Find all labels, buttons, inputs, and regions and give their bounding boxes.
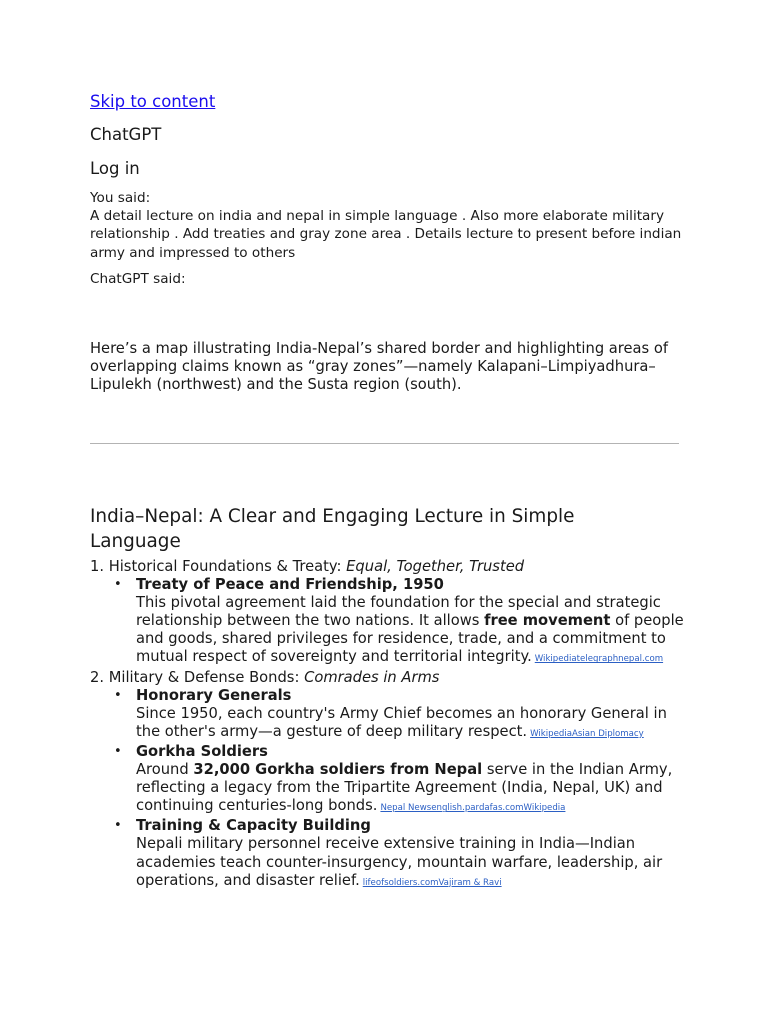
section-items bbox=[90, 576, 690, 668]
item-text-before: This pivotal agreement laid the foundation for the special and strategic relationship between the two nations. It allows bbox=[136, 594, 661, 630]
list-item bbox=[114, 686, 690, 743]
item-title: Gorkha Soldiers bbox=[136, 742, 268, 760]
assistant-intro: Here’s a map illustrating India-Nepal’s shared border and highlighting areas of overlapping claims known as “gray zones”—namely Kalapani–Limpiyadhura–Lipulekh (northwest) and the Susta region (south). bbox=[90, 340, 669, 394]
item-text-before: Around bbox=[136, 761, 189, 779]
bullet-icon: • bbox=[114, 577, 122, 593]
section-subtitle: Comrades in Arms bbox=[304, 668, 440, 686]
list-item bbox=[114, 576, 690, 668]
bullet-icon: • bbox=[114, 818, 122, 834]
section-subtitle: Equal, Together, Trusted bbox=[346, 558, 525, 575]
item-title: Training & Capacity Building bbox=[136, 817, 371, 835]
section-heading bbox=[90, 669, 690, 687]
section-heading bbox=[90, 558, 690, 576]
lecture-title: India–Nepal: A Clear and Engaging Lecture in Simple Language bbox=[90, 506, 575, 552]
divider bbox=[90, 443, 679, 444]
source-link[interactable]: Nepal Newsenglish.pardafas.comWikipedia bbox=[380, 803, 566, 814]
item-text bbox=[136, 835, 690, 891]
item-text-after: serve in the Indian Army, reflecting a legacy from the Tripartite Agreement (India, Nepal, UK) and continuing centuries-long bonds. bbox=[136, 761, 673, 815]
bullet-icon: • bbox=[114, 687, 122, 703]
list-item bbox=[114, 742, 690, 817]
item-text-after: of people and goods, shared privileges for residence, trade, and a commitment to mutual respect of sovereignty and territorial integrity. bbox=[136, 612, 684, 666]
brand-name: ChatGPT bbox=[90, 125, 162, 144]
source-link[interactable]: WikipediaAsian Diplomacy bbox=[530, 728, 644, 739]
item-title: Treaty of Peace and Friendship, 1950 bbox=[136, 576, 444, 594]
source-link[interactable]: Wikipediatelegraphnepal.com bbox=[534, 654, 664, 665]
section-items bbox=[90, 687, 690, 892]
lecture-body bbox=[90, 558, 690, 892]
list-item bbox=[114, 817, 690, 891]
item-text bbox=[136, 761, 690, 817]
bullet-icon: • bbox=[114, 743, 122, 759]
section-number: 2. bbox=[90, 668, 105, 686]
source-link[interactable]: lifeofsoldiers.comVajiram & Ravi bbox=[362, 877, 502, 888]
item-text bbox=[136, 594, 690, 668]
assistant-label: ChatGPT said: bbox=[90, 271, 186, 287]
item-text-before: Nepali military personnel receive extensive training in India—Indian academies teach counter-insurgency, mountain warfare, leadership, air operations, and disaster relief. bbox=[136, 835, 663, 889]
user-message-label: You said: bbox=[90, 190, 151, 206]
item-text-before: Since 1950, each country's Army Chief becomes an honorary General in the other's army—a gesture of deep military respect. bbox=[136, 704, 667, 740]
user-message bbox=[90, 189, 685, 262]
skip-to-content-link[interactable]: Skip to content bbox=[90, 92, 216, 111]
section-heading-text: Historical Foundations & Treaty: bbox=[108, 558, 342, 575]
section-number: 1. bbox=[90, 558, 105, 575]
item-title: Honorary Generals bbox=[136, 686, 292, 704]
item-text bbox=[136, 705, 690, 743]
section-heading-text: Military & Defense Bonds: bbox=[108, 668, 300, 686]
user-message-text: A detail lecture on india and nepal in simple language . Also more elaborate military relationship . Add treaties and gray zone area . Details lecture to present before indian army and impressed to others bbox=[90, 208, 682, 261]
login-button[interactable]: Log in bbox=[90, 159, 140, 178]
item-text-bold: 32,000 Gorkha soldiers from Nepal bbox=[193, 761, 483, 779]
item-text-bold: free movement bbox=[484, 612, 611, 630]
